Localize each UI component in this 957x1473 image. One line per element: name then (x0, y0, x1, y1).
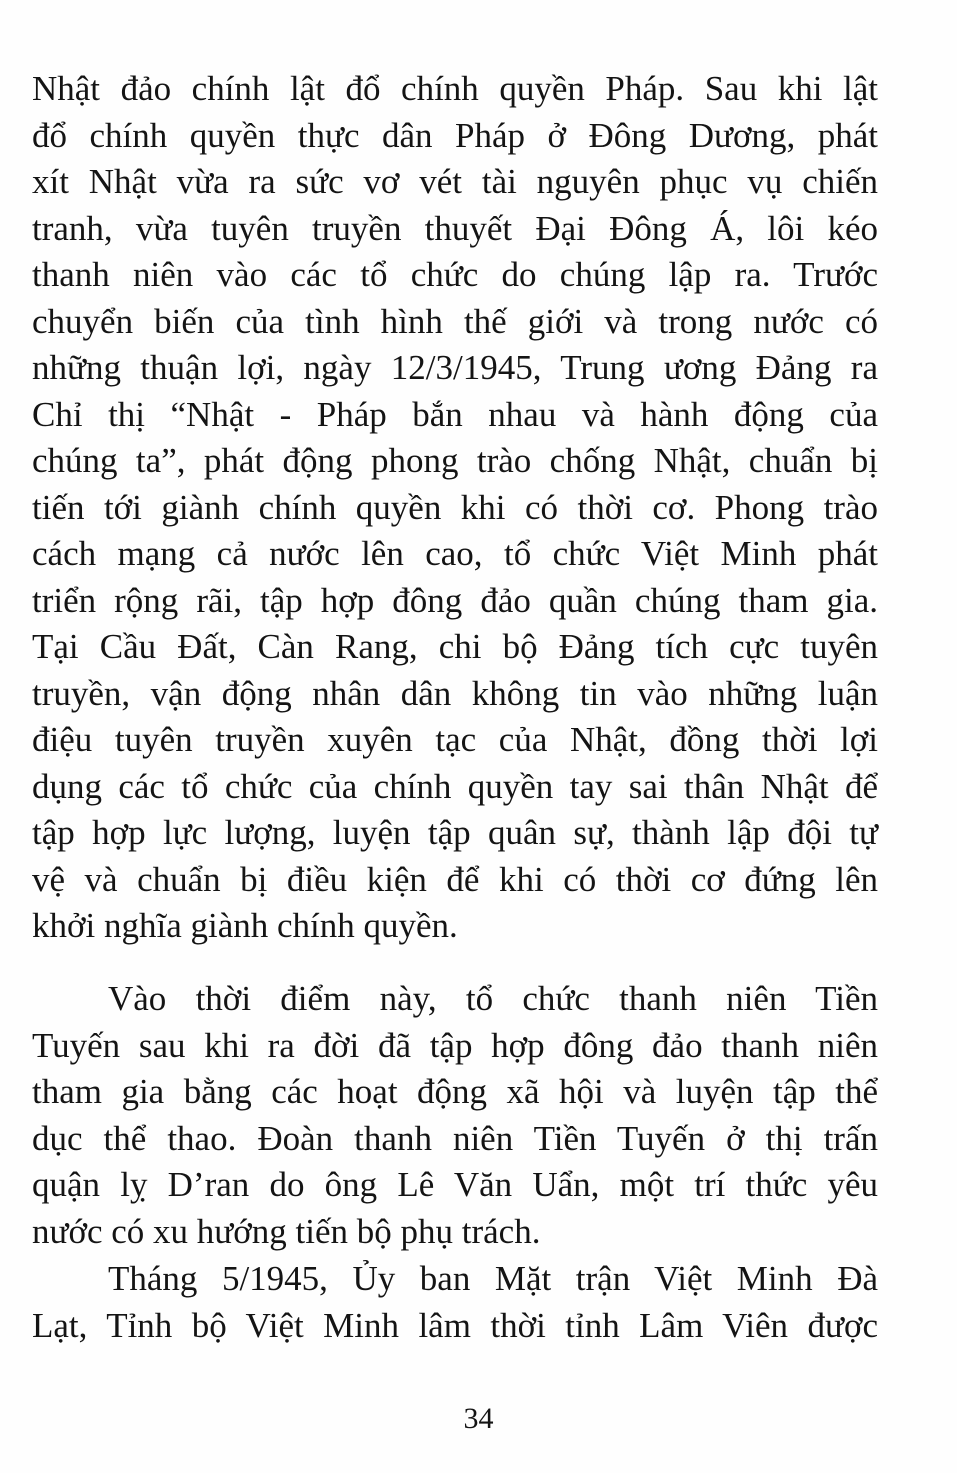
text-line: tiến tới giành chính quyền khi có thời cơ. Phong trào (32, 487, 878, 527)
text-line: Lạt, Tỉnh bộ Việt Minh lâm thời tỉnh Lâm Viên được (32, 1305, 878, 1345)
text-line: Vào thời điểm này, tổ chức thanh niên Tiền (108, 979, 878, 1018)
paragraph-1 (32, 66, 878, 950)
text-line: điệu tuyên truyền xuyên tạc của Nhật, đồng thời lợi (32, 720, 878, 759)
text-line: những thuận lợi, ngày 12/3/1945, Trung ương Đảng ra (32, 348, 878, 387)
text-line: Chỉ thị “Nhật - Pháp bắn nhau và hành động của (32, 394, 878, 434)
text-line: triển rộng rãi, tập hợp đông đảo quần chúng tham gia. (32, 580, 878, 620)
text-line: Tại Cầu Đất, Càn Rang, chi bộ Đảng tích cực tuyên (32, 627, 878, 666)
text-line: tập hợp lực lượng, luyện tập quân sự, thành lập đội tự (32, 813, 878, 852)
text-line: dụng các tổ chức của chính quyền tay sai thân Nhật để (32, 766, 878, 806)
text-line: thanh niên vào các tổ chức do chúng lập ra. Trước (32, 255, 878, 294)
text-line: vệ và chuẩn bị điều kiện để khi có thời cơ đứng lên (32, 859, 878, 899)
text-line: quận lỵ D’ran do ông Lê Văn Uẩn, một trí thức yêu (32, 1165, 878, 1204)
page-number: 34 (463, 1402, 494, 1435)
text-line: Tháng 5/1945, Ủy ban Mặt trận Việt Minh Đà (108, 1259, 878, 1298)
text-line: đổ chính quyền thực dân Pháp ở Đông Dương, phát (32, 115, 878, 155)
paragraph-2 (32, 976, 878, 1255)
text-line: tham gia bằng các hoạt động xã hội và luyện tập thể (32, 1072, 878, 1111)
text-line: nước có xu hướng tiến bộ phụ trách. (32, 1211, 541, 1251)
text-line: Tuyến sau khi ra đời đã tập hợp đông đảo thanh niên (32, 1025, 878, 1065)
text-line: truyền, vận động nhân dân không tin vào những luận (32, 673, 878, 713)
paragraph-3 (32, 1256, 878, 1349)
text-line: cách mạng cả nước lên cao, tổ chức Việt Minh phát (32, 534, 878, 573)
text-line: chuyển biến của tình hình thế giới và trong nước có (32, 301, 878, 341)
text-line: chúng ta”, phát động phong trào chống Nhật, chuẩn bị (32, 441, 878, 480)
text-line: Nhật đảo chính lật đổ chính quyền Pháp. Sau khi lật (32, 69, 878, 108)
text-line: khởi nghĩa giành chính quyền. (32, 906, 458, 945)
text-line: tranh, vừa tuyên truyền thuyết Đại Đông Á, lôi kéo (32, 208, 878, 248)
text-line: xít Nhật vừa ra sức vơ vét tài nguyên phục vụ chiến (32, 162, 878, 201)
text-line: dục thể thao. Đoàn thanh niên Tiền Tuyến ở thị trấn (32, 1118, 878, 1158)
